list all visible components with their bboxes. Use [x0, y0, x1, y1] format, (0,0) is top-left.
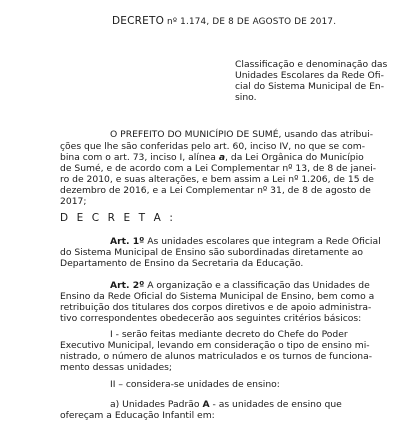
- art1-first-line: [110, 236, 381, 247]
- alinea-a-prefix: a) Unidades Padrão: [110, 399, 203, 410]
- alinea-a-line: [110, 399, 342, 410]
- art2-text: A organização e a classificação das Unidades de: [144, 280, 370, 291]
- inciso1-line: I - serão feitas mediante decreto do Chefe do Poder: [110, 329, 348, 340]
- ementa-line: cial do Sistema Municipal de En-: [235, 81, 385, 92]
- art2-line: Ensino da Rede Oficial do Sistema Municipal de Ensino, bem como a: [60, 291, 375, 302]
- alinea-a-bold: A: [202, 399, 210, 410]
- art2-line: retribuição dos titulares dos corpos diretivos e de apoio administra-: [60, 302, 372, 313]
- ementa-line: sino.: [235, 92, 257, 103]
- art2-label: Art. 2º: [110, 280, 145, 291]
- art2-line: tivo correspondentes obedecerão aos seguintes critérios básicos:: [60, 313, 362, 324]
- inciso2-line: II – considera-se unidades de ensino:: [110, 379, 280, 390]
- art1-label: Art. 1º: [110, 236, 145, 247]
- art1-text: As unidades escolares que integram a Rede Oficial: [144, 236, 381, 247]
- inciso1-line: Executivo Municipal, levando em consideração o tipo de ensino mi-: [60, 340, 370, 351]
- preamble-line: ro de 2010, e suas alterações, e bem assim a Lei nº 1.206, de 15 de: [60, 174, 374, 185]
- art1-line: Departamento de Ensino da Secretaria da Educação.: [60, 258, 304, 269]
- art1-line: do Sistema Municipal de Ensino são subordinadas diretamente ao: [60, 247, 364, 258]
- ementa-line: Classificação e denominação das: [235, 59, 388, 70]
- preamble-line: dezembro de 2016, e a Lei Complementar nº 31, de 8 de agosto de: [60, 185, 371, 196]
- decree-title-prefix: DECRETO: [112, 15, 165, 27]
- inciso1-line: mento dessas unidades;: [60, 362, 172, 373]
- decree-title: [112, 16, 336, 28]
- preamble-line: 2017;: [60, 196, 87, 207]
- ementa-line: Unidades Escolares da Rede Ofi-: [235, 70, 384, 81]
- art2-first-line: [110, 280, 370, 291]
- alinea-a-rest: - as unidades de ensino que: [209, 399, 342, 410]
- decreta-heading: D E C R E T A :: [60, 212, 176, 224]
- inciso1-line: nistrado, o número de alunos matriculados e os turnos de funciona-: [60, 351, 373, 362]
- alinea-a-line2: ofereçam a Educação Infantil em:: [60, 410, 215, 421]
- preamble-line: bina com o art. 73, inciso I, alínea a, da Lei Orgânica do Município: [60, 152, 364, 163]
- preamble-line: ções que lhe são conferidas pelo art. 60, inciso IV, no que se com-: [60, 141, 366, 152]
- preamble-line: O PREFEITO DO MUNICÍPIO DE SUMÉ, usando das atribui-: [110, 129, 374, 140]
- decree-title-rest: nº 1.174, DE 8 DE AGOSTO DE 2017.: [164, 17, 337, 27]
- preamble-line: de Sumé, e de acordo com a Lei Complementar nº 13, de 8 de janei-: [60, 163, 377, 174]
- alinea-letter: a: [218, 152, 226, 163]
